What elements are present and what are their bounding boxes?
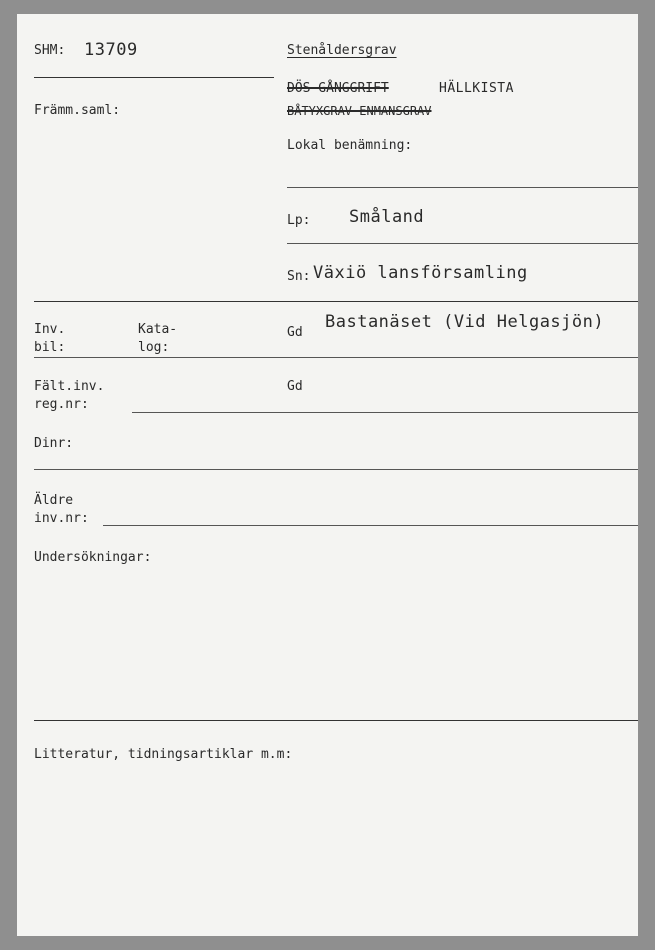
sn-value: Växiö lansförsamling [313, 263, 528, 283]
main-rule-2 [34, 357, 638, 358]
aldre-label-1: Äldre [34, 493, 74, 508]
gd-label-1: Gd [287, 325, 303, 340]
falt-inv-label-1: Fält.inv. [34, 379, 105, 394]
grave-type-selected: HÄLLKISTA [439, 81, 514, 96]
gd-label-2: Gd [287, 379, 303, 394]
lokal-rule [287, 187, 638, 188]
category-title: Stenåldersgrav [287, 43, 397, 58]
shm-label: SHM: [34, 43, 66, 58]
shm-underline [34, 77, 274, 78]
sn-label: Sn: [287, 269, 311, 284]
framm-saml-label: Främm.saml: [34, 103, 121, 118]
grave-type-struck-1: DÖS GÅNGGRIFT [287, 81, 389, 96]
aldre-rule [103, 525, 638, 526]
litteratur-label: Litteratur, tidningsartiklar m.m: [34, 747, 293, 762]
lp-value: Småland [349, 207, 425, 227]
lokal-benamning-label: Lokal benämning: [287, 138, 413, 153]
lp-rule [287, 243, 638, 244]
inv-label-1: Inv. [34, 322, 66, 337]
main-rule-1 [34, 301, 638, 302]
aldre-label-2: inv.nr: [34, 511, 89, 526]
dinr-rule [34, 469, 638, 470]
lp-label: Lp: [287, 213, 311, 228]
katalog-label-2: log: [138, 340, 170, 355]
falt-rule [132, 412, 638, 413]
falt-inv-label-2: reg.nr: [34, 397, 89, 412]
gd-value: Bastanäset (Vid Helgasjön) [325, 312, 605, 332]
dinr-label: Dinr: [34, 436, 74, 451]
inv-label-2: bil: [34, 340, 66, 355]
main-rule-3 [34, 720, 638, 721]
grave-type-struck-2: BÅTYXGRAV ENMANSGRAV [287, 104, 432, 118]
katalog-label-1: Kata- [138, 322, 178, 337]
catalog-card [17, 14, 638, 936]
shm-number: 13709 [84, 40, 138, 60]
undersokningar-label: Undersökningar: [34, 550, 152, 565]
